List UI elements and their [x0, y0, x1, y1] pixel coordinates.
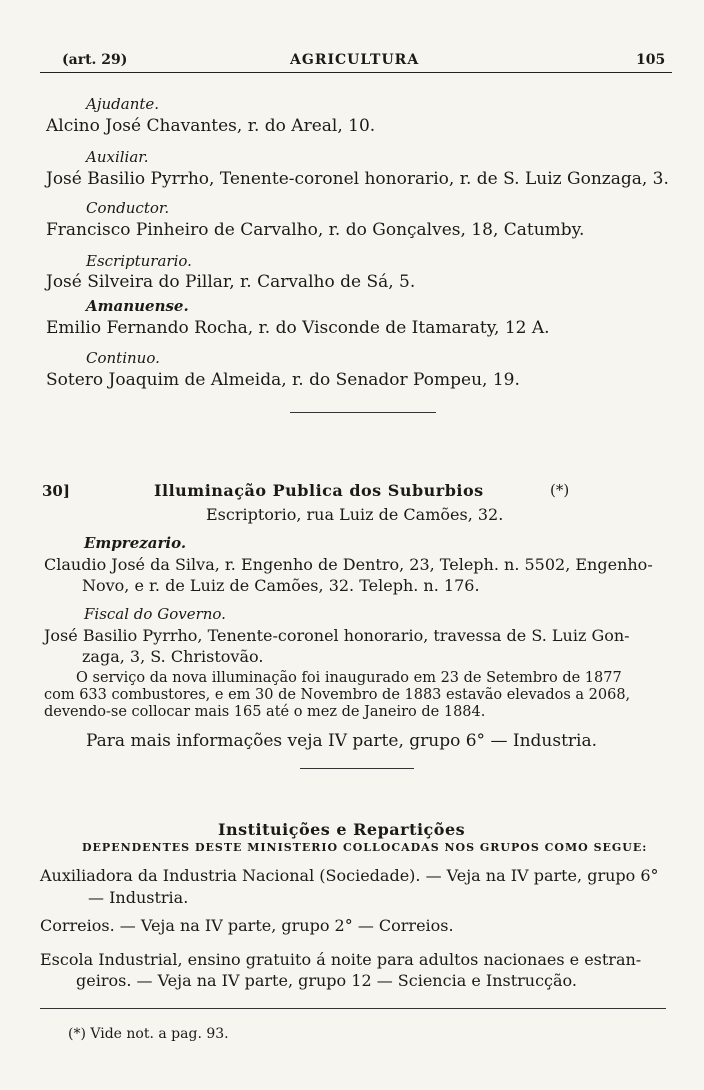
role-fiscal: Fiscal do Governo. [84, 605, 226, 623]
role-auxiliar: Auxiliar. [86, 148, 149, 166]
fiscal-line-1: José Basilio Pyrrho, Tenente-coronel honorario, travessa de S. Luiz Gon- [44, 626, 630, 645]
item-escola-line-2: geiros. — Veja na IV parte, grupo 12 — Sciencia e Instrucção. [76, 971, 577, 990]
item-auxiliadora-line-1: Auxiliadora da Industria Nacional (Sociedade). — Veja na IV parte, grupo 6° [40, 866, 659, 885]
header-title: AGRICULTURA [290, 52, 420, 68]
footnote-rule [40, 1008, 666, 1009]
emprezario-line-1: Claudio José da Silva, r. Engenho de Dentro, 23, Teleph. n. 5502, Engenho- [44, 555, 653, 574]
role-conductor: Conductor. [86, 199, 170, 217]
footnote-text: (*) Vide not. a pag. 93. [68, 1026, 229, 1042]
item-auxiliadora-line-2: — Industria. [88, 888, 189, 907]
paragraph-line-1: O serviço da nova illuminação foi inaugurado em 23 de Setembro de 1877 [76, 670, 622, 686]
role-ajudante: Ajudante. [86, 95, 160, 113]
item-correios: Correios. — Veja na IV parte, grupo 2° — Correios. [40, 916, 454, 935]
header-page-number: 105 [636, 52, 666, 68]
person-conductor: Francisco Pinheiro de Carvalho, r. do Gonçalves, 18, Catumby. [46, 220, 585, 240]
fiscal-line-2: zaga, 3, S. Christovão. [82, 647, 264, 666]
more-info: Para mais informações veja IV parte, grupo 6° — Industria. [86, 731, 598, 751]
institutions-subtitle: DEPENDENTES DESTE MINISTERIO COLLOCADAS NOS GRUPOS COMO SEGUE: [82, 841, 648, 854]
institutions-title: Instituições e Repartições [218, 820, 466, 839]
person-continuo: Sotero Joaquim de Almeida, r. do Senador Pompeu, 19. [46, 370, 520, 390]
paragraph-line-3: devendo-se collocar mais 165 até o mez de Janeiro de 1884. [44, 704, 486, 720]
section-divider [290, 412, 436, 413]
section-title: Illuminação Publica dos Suburbios [154, 481, 484, 500]
header-article: (art. 29) [62, 52, 128, 68]
section-divider-2 [300, 768, 414, 769]
office-address: Escriptorio, rua Luiz de Camões, 32. [206, 505, 504, 524]
person-escripturario: José Silveira do Pillar, r. Carvalho de Sá, 5. [46, 272, 416, 292]
role-amanuense: Amanuense. [86, 297, 189, 315]
role-escripturario: Escripturario. [86, 252, 192, 270]
role-continuo: Continuo. [86, 349, 160, 367]
footnote-mark: (*) [550, 481, 570, 499]
person-ajudante: Alcino José Chavantes, r. do Areal, 10. [46, 116, 376, 136]
header-rule [40, 72, 672, 73]
paragraph-line-2: com 633 combustores, e em 30 de Novembro de 1883 estavão elevados a 2068, [44, 687, 631, 703]
emprezario-line-2: Novo, e r. de Luiz de Camões, 32. Teleph. n. 176. [82, 576, 480, 595]
section-number: 30] [42, 482, 70, 500]
person-amanuense: Emilio Fernando Rocha, r. do Visconde de Itamaraty, 12 A. [46, 318, 550, 338]
role-emprezario: Emprezario. [84, 534, 187, 552]
item-escola-line-1: Escola Industrial, ensino gratuito á noite para adultos nacionaes e estran- [40, 950, 642, 969]
person-auxiliar: José Basilio Pyrrho, Tenente-coronel honorario, r. de S. Luiz Gonzaga, 3. [46, 169, 669, 189]
